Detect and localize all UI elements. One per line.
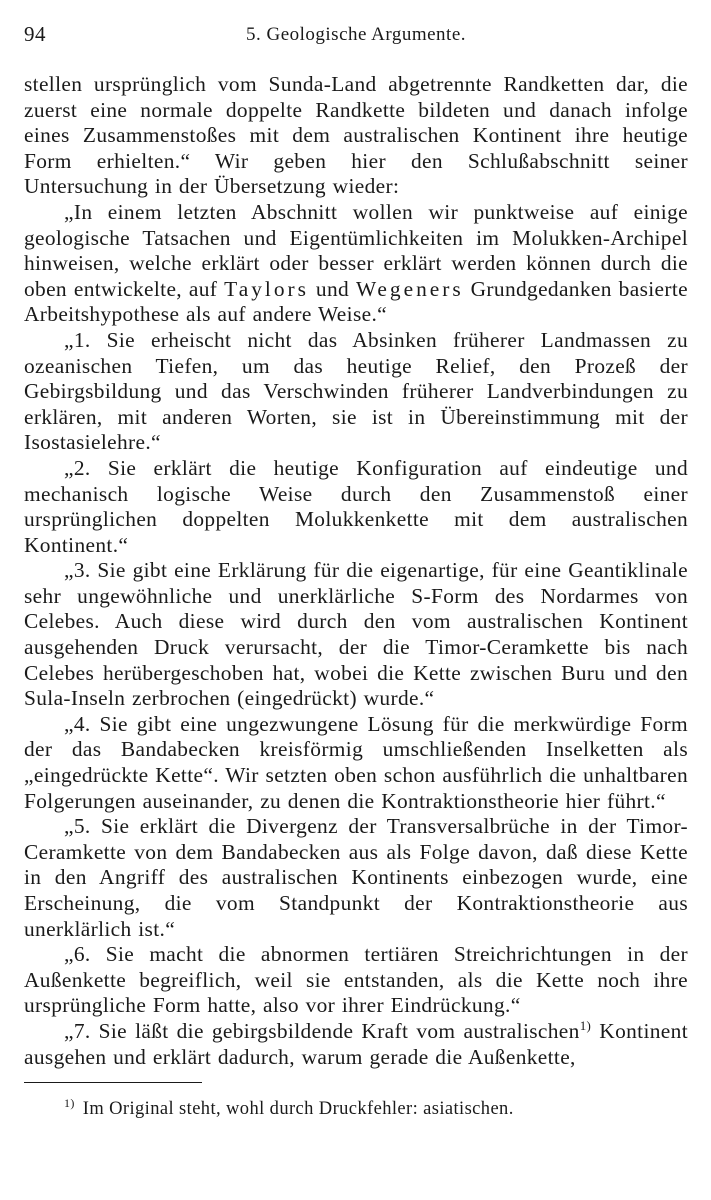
point-4: „4. Sie gibt eine ungezwungene Lösung für die merkwürdige Form der das Bandabecken kreisförmig umschließenden Inselketten als „eingedrückte Kette“. Wir setzten oben schon ausführlich die unhaltbaren Folgerungen auseinander, zu denen die Kontraktionstheorie hier führt.“ <box>24 711 688 813</box>
quote-text: und <box>309 276 356 301</box>
paragraph: stellen ursprünglich vom Sunda-Land abgetrennte Randketten dar, die zuerst eine normale doppelte Randkette bildeten und danach infolge eines Zusammenstoßes mit dem australischen Kontinent ihre heutige Form erhielten.“ Wir geben hier den Schlußabschnitt seiner Untersuchung in der Übersetzung wieder: <box>24 72 688 199</box>
point-6: „6. Sie macht die abnormen tertiären Streichrichtungen in der Außenkette begreiflich, weil sie entstanden, als die Kette noch ihre ursprüngliche Form hatte, also vor ihrer Eindrückung.“ <box>24 942 688 1018</box>
quote-text: Grundgedanken basierte Arbeitshypothese als auf andere Weise.“ <box>24 276 688 327</box>
page-header <box>24 18 688 58</box>
quote-text: „In einem letzten Abschnitt wollen wir punktweise auf einige geologische Tatsachen und Eigentümlichkeiten im Molukken-Archipel hinweisen, welche erklärt oder besser erklärt werden können durch die oben entwickelte, auf <box>24 199 688 301</box>
running-title: 5. Geologische Argumente. <box>245 24 467 45</box>
footnote-divider <box>24 1082 202 1083</box>
author-name-wegener: Wegeners <box>355 276 464 301</box>
page-number: 94 <box>24 22 46 46</box>
footnote-text: Im Original steht, wohl durch Druckfehler: asiatischen. <box>82 1099 514 1120</box>
book-page <box>24 18 688 1121</box>
body-text <box>24 72 688 1070</box>
point-7-text-cont: Kontinent ausgehen und erklärt dadurch, warum gerade die Außenkette, <box>24 1018 688 1069</box>
point-7 <box>24 1019 688 1070</box>
quote-paragraph <box>24 200 688 328</box>
author-name-taylor: Taylors <box>224 276 310 301</box>
footnote-reference: 1) <box>579 1017 592 1033</box>
point-2: „2. Sie erklärt die heutige Konfiguration auf eindeutige und mechanisch logische Weise durch den Zusammenstoß einer ursprünglichen doppelten Molukkenkette mit dem australischen Kontinent.“ <box>24 455 688 557</box>
footnote-mark: 1) <box>64 1096 75 1110</box>
point-3: „3. Sie gibt eine Erklärung für die eigenartige, für eine Geantiklinale sehr ungewöhnliche und unerklärliche S-Form des Nordarmes von Celebes. Auch diese wird durch den vom australischen Kontinent ausgehenden Druck verursacht, der die Timor-Ceramkette bis nach Celebes herübergeschoben hat, wobei die Kette zwischen Buru und den Sula-Inseln zerbrochen (eingedrückt) wurde.“ <box>24 558 688 711</box>
point-7-text: „7. Sie läßt die gebirgsbildende Kraft vom australischen <box>64 1018 580 1043</box>
point-1: „1. Sie erheischt nicht das Absinken früherer Landmassen zu ozeanischen Tiefen, um das heutige Relief, den Prozeß der Gebirgsbildung und das Verschwinden früherer Landverbindungen zu erklären, mit anderen Worten, sie ist in Übereinstimmung mit der Isostasielehre.“ <box>24 327 688 455</box>
point-5: „5. Sie erklärt die Divergenz der Transversalbrüche in der Timor-Ceramkette von dem Bandabecken aus als Folge davon, daß diese Kette in den Angriff des australischen Kontinents einbezogen wurde, eine Erscheinung, die vom Standpunkt der Kontraktionstheorie aus unerklärlich ist.“ <box>24 814 688 941</box>
footnote <box>24 1097 688 1121</box>
